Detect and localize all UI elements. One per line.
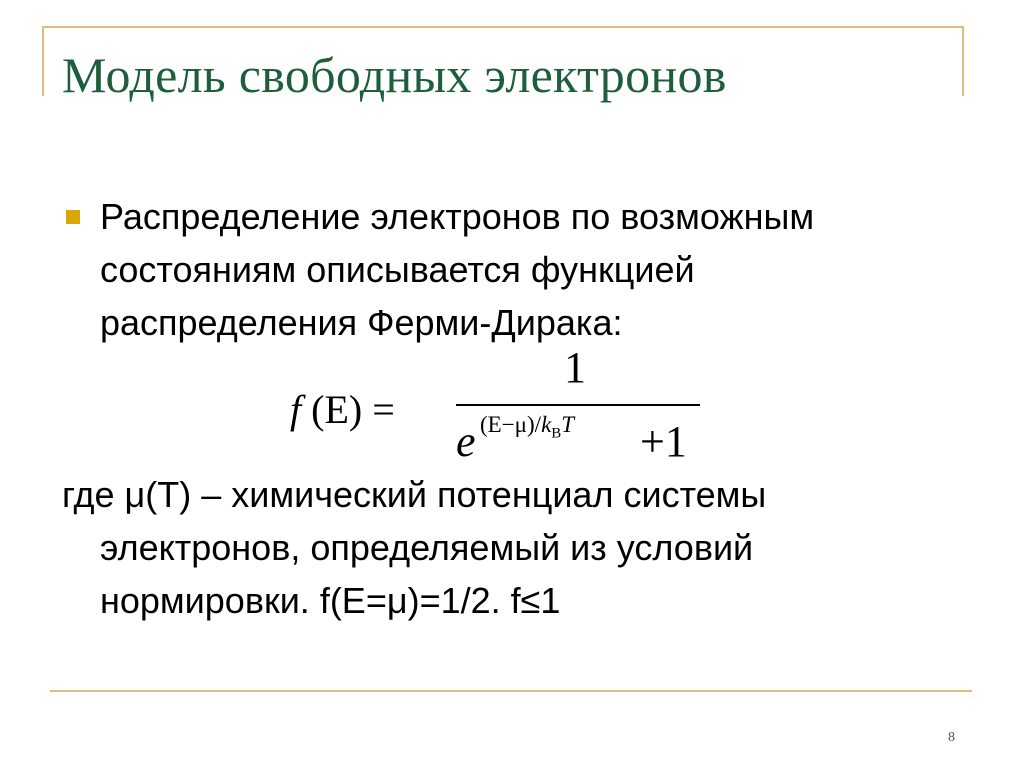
- formula-denominator: [456, 412, 716, 466]
- page-number: 8: [948, 730, 955, 745]
- paragraph-line: где μ(T) – химический потенциал системы: [62, 474, 767, 515]
- frame-right-line: [962, 26, 964, 96]
- formula-numerator: 1: [564, 343, 586, 392]
- exponent-k: k: [541, 412, 552, 437]
- paragraph-line: электронов, определяемый из условий: [100, 527, 754, 568]
- paragraph-line: нормировки. f(E=μ)=1/2. f≤1: [100, 580, 561, 621]
- slide-title: Модель свободных электронов: [62, 47, 727, 103]
- formula-exponent: [480, 412, 574, 443]
- formula-plus-one: +1: [640, 417, 687, 466]
- paragraph-line: Распределение электронов по возможным: [100, 196, 815, 237]
- fermi-dirac-formula: [290, 342, 730, 466]
- formula-exponential-base: e: [456, 417, 476, 466]
- explanation-paragraph: [62, 468, 962, 627]
- frame-top-line: [42, 26, 964, 28]
- paragraph-line: распределения Ферми-Дирака:: [100, 302, 623, 343]
- exponent-t: T: [561, 412, 575, 437]
- exponent-subscript: B: [551, 425, 562, 442]
- formula-lhs: [290, 386, 395, 433]
- bullet-square-icon: [66, 210, 80, 224]
- frame-bottom-line: [50, 690, 972, 692]
- formula-function-name: f: [290, 387, 302, 432]
- bullet-paragraph: [100, 190, 980, 349]
- frame-left-line: [42, 26, 44, 96]
- exponent-part: (E−μ)/: [480, 412, 542, 437]
- fraction-bar: [456, 404, 700, 406]
- paragraph-line: состояниям описывается функцией: [100, 249, 695, 290]
- formula-argument: (E) =: [311, 387, 395, 432]
